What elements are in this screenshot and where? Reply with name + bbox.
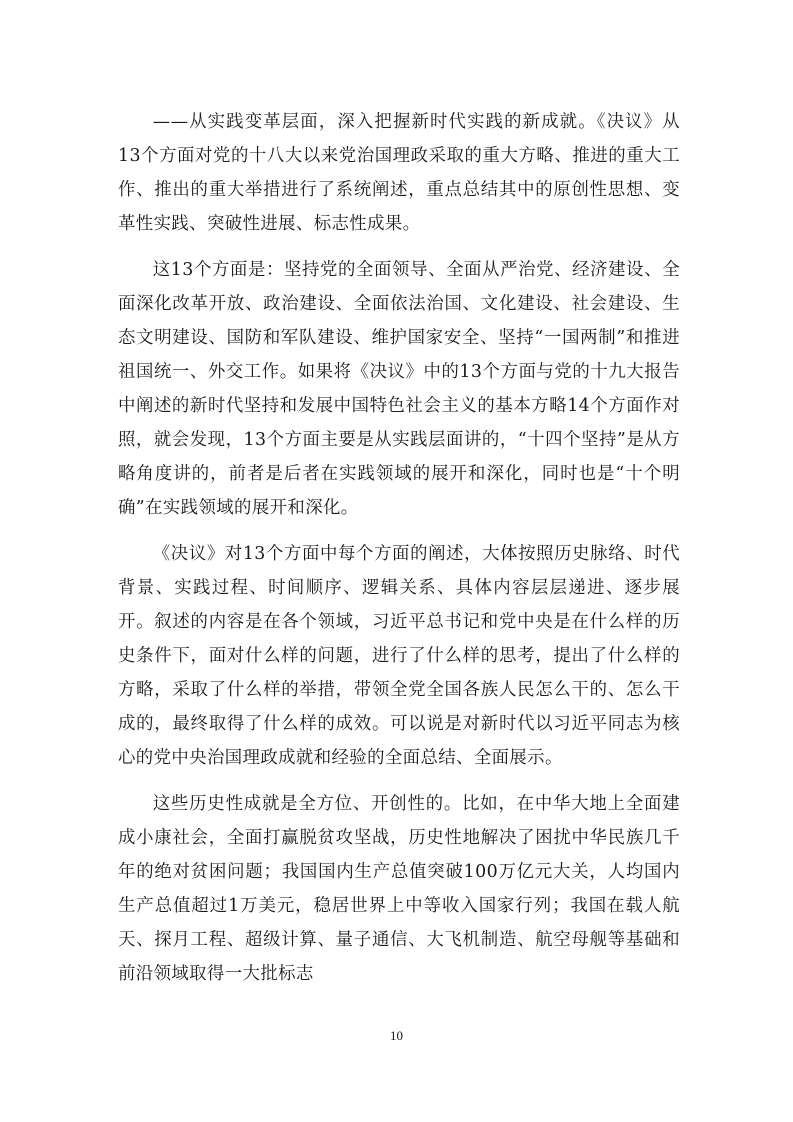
paragraph-1: ——从实践变革层面，深入把握新时代实践的新成就。《决议》从13个方面对党的十八大以来党治国理政采取的重大方略、推进的重大工作、推出的重大举措进行了系统阐述，重点总结其中的原创性思想、变革性实践、突破性进展、标志性成果。 [118,112,680,234]
paragraph-2: 这13个方面是：坚持党的全面领导、全面从严治党、经济建设、全面深化改革开放、政治建设、全面依法治国、文化建设、社会建设、生态文明建设、国防和军队建设、维护国家安全、坚持“一国两制”和推进祖国统一、外交工作。如果将《决议》中的13个方面与党的十九大报告中阐述的新时代坚持和发展中国特色社会主义的基本方略14个方面作对照，就会发现，13个方面主要是从实践层面讲的，“十四个坚持”是从方略角度讲的，前者是后者在实践领域的展开和深化，同时也是“十个明确”在实践领域的展开和深化。 [118,260,680,518]
page-number: 10 [390,1028,403,1043]
paragraph-4: 这些历史性成就是全方位、开创性的。比如，在中华大地上全面建成小康社会，全面打赢脱贫攻坚战，历史性地解决了困扰中华民族几千年的绝对贫困问题；我国国内生产总值突破100万亿元大关，人均国内生产总值超过1万美元，稳居世界上中等收入国家行列；我国在载人航天、探月工程、超级计算、量子通信、大飞机制造、航空母舰等基础和前沿领域取得一大批标志 [118,794,680,984]
body-text [118,105,680,1003]
paragraph-3: 《决议》对13个方面中每个方面的阐述，大体按照历史脉络、时代背景、实践过程、时间顺序、逻辑关系、具体内容层层递进、逐步展开。叙述的内容是在各个领域，习近平总书记和党中央是在什么样的历史条件下，面对什么样的问题，进行了什么样的思考，提出了什么样的方略，采取了什么样的举措，带领全党全国各族人民怎么干的、怎么干成的，最终取得了什么样的成效。可以说是对新时代以习近平同志为核心的党中央治国理政成就和经验的全面总结、全面展示。 [118,544,680,768]
